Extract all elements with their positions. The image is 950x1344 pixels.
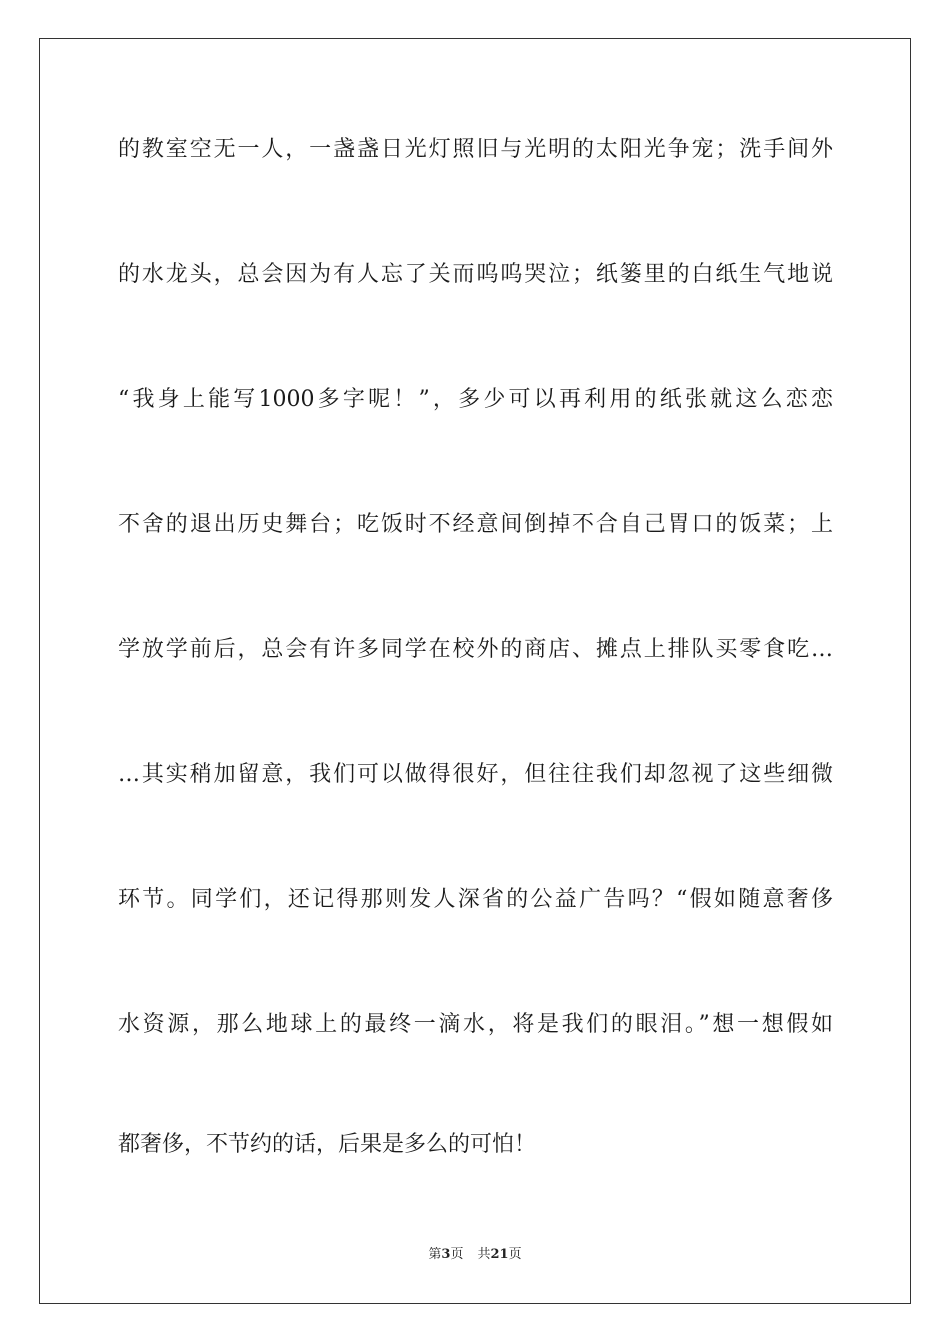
total-page-count: 21 <box>490 1247 509 1262</box>
body-line-6: …其实稍加留意，我们可以做得很好，但往往我们却忽视了这些细微 <box>118 762 833 787</box>
page-suffix: 页 <box>450 1247 464 1262</box>
page-prefix: 第 <box>428 1247 442 1262</box>
body-line-8: 水资源，那么地球上的最终一滴水，将是我们的眼泪。”想一想假如 <box>118 1012 833 1037</box>
total-suffix: 页 <box>508 1247 522 1262</box>
page-border <box>39 38 911 1304</box>
body-line-4: 不舍的退出历史舞台；吃饭时不经意间倒掉不合自己胃口的饭菜；上 <box>118 512 833 537</box>
body-line-7: 环节。同学们，还记得那则发人深省的公益广告吗？“假如随意奢侈 <box>118 887 833 912</box>
body-line-1: 的教室空无一人，一盏盏日光灯照旧与光明的太阳光争宠；洗手间外 <box>118 137 833 162</box>
body-line-3: “我身上能写1000多字呢！”，多少可以再利用的纸张就这么恋恋 <box>118 387 833 412</box>
body-line-2: 的水龙头，总会因为有人忘了关而呜呜哭泣；纸篓里的白纸生气地说 <box>118 262 833 287</box>
page-footer <box>0 1246 950 1264</box>
current-page-number: 3 <box>441 1247 451 1262</box>
body-line-5: 学放学前后，总会有许多同学在校外的商店、摊点上排队买零食吃… <box>118 637 833 662</box>
body-line-9: 都奢侈，不节约的话，后果是多么的可怕！ <box>118 1132 537 1157</box>
total-prefix: 共 <box>477 1247 491 1262</box>
